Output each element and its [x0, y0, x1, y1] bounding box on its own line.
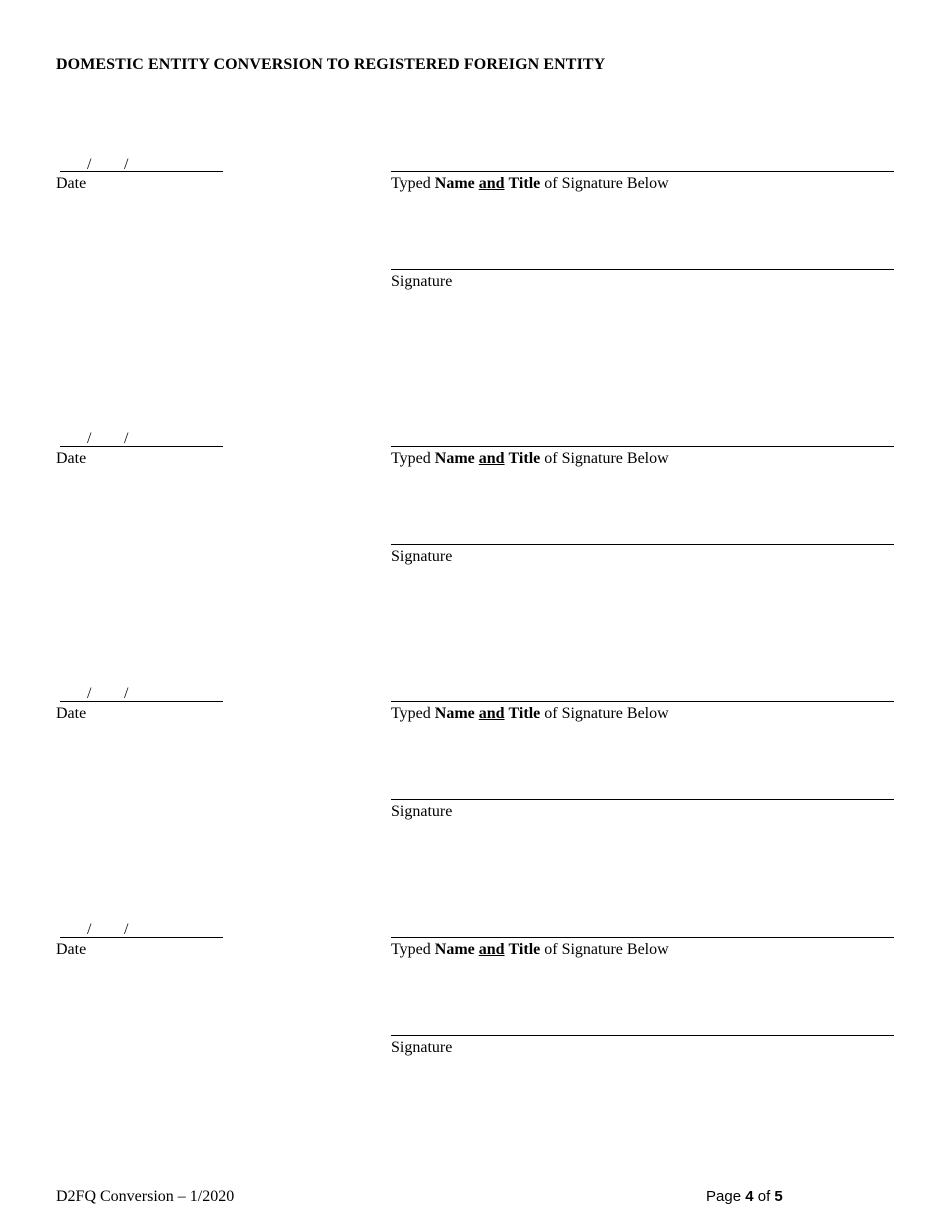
date-field[interactable]	[60, 446, 223, 447]
date-label: Date	[56, 705, 87, 722]
signature-label: Signature	[391, 803, 453, 820]
date-slash: /	[87, 156, 92, 173]
signature-field[interactable]	[391, 1035, 894, 1036]
date-slash: /	[124, 685, 129, 702]
date-field[interactable]	[60, 701, 223, 702]
signature-field[interactable]	[391, 269, 894, 270]
name-title-label: Typed Name and Title of Signature Below	[391, 175, 669, 192]
name-title-field[interactable]	[391, 701, 894, 702]
signature-label: Signature	[391, 548, 453, 565]
signature-field[interactable]	[391, 799, 894, 800]
date-label: Date	[56, 941, 87, 958]
date-field[interactable]	[60, 937, 223, 938]
signature-label: Signature	[391, 273, 453, 290]
date-slash: /	[124, 921, 129, 938]
date-slash: /	[87, 430, 92, 447]
name-title-label: Typed Name and Title of Signature Below	[391, 941, 669, 958]
name-title-label: Typed Name and Title of Signature Below	[391, 705, 669, 722]
date-label: Date	[56, 175, 87, 192]
page-number: Page 4 of 5	[706, 1188, 783, 1205]
date-slash: /	[124, 430, 129, 447]
signature-label: Signature	[391, 1039, 453, 1056]
date-label: Date	[56, 450, 87, 467]
name-title-field[interactable]	[391, 446, 894, 447]
date-slash: /	[124, 156, 129, 173]
name-title-label: Typed Name and Title of Signature Below	[391, 450, 669, 467]
signature-field[interactable]	[391, 544, 894, 545]
date-slash: /	[87, 685, 92, 702]
date-slash: /	[87, 921, 92, 938]
page-title: DOMESTIC ENTITY CONVERSION TO REGISTERED FOREIGN ENTITY	[56, 56, 606, 73]
name-title-field[interactable]	[391, 937, 894, 938]
form-id: D2FQ Conversion – 1/2020	[56, 1188, 235, 1205]
